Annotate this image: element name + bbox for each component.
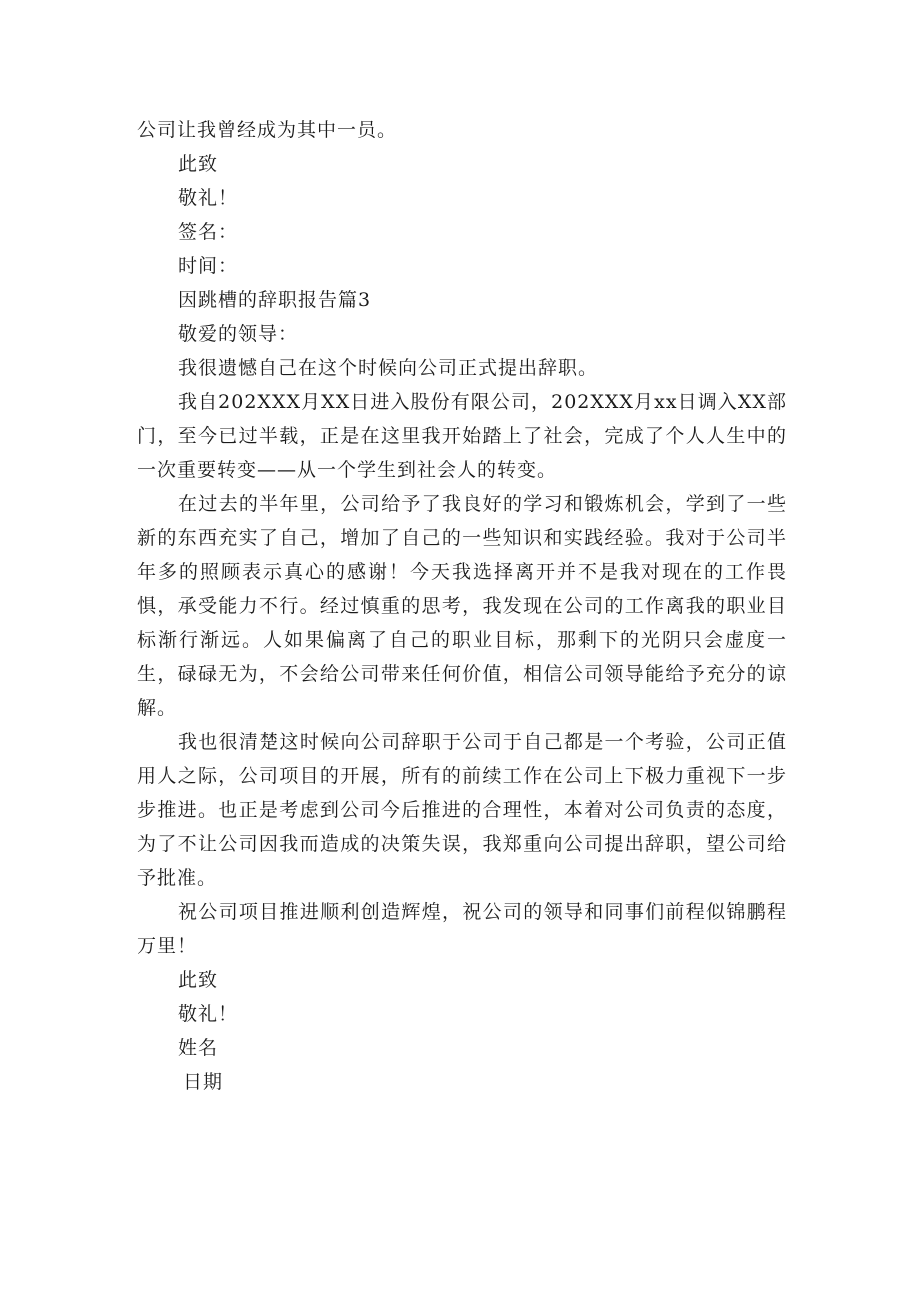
paragraph-4: 我也很清楚这时候向公司辞职于公司于自己都是一个考验，公司正值用人之际，公司项目的开展，所有的前续工作在公司上下极力重视下一步步推进。也正是考虑到公司今后推进的合理性，本着对公司负责的态度，为了不让公司因我而造成的决策失误，我郑重向公司提出辞职，望公司给予批准。 xyxy=(137,731,787,889)
closing-line: 此致 xyxy=(178,153,219,175)
time-line: 时间： xyxy=(178,255,239,277)
paragraph-1: 我很遗憾自己在这个时候向公司正式提出辞职。 xyxy=(178,357,599,379)
name-line: 姓名 xyxy=(178,1037,219,1059)
regards-line-2: 敬礼！ xyxy=(178,1003,239,1025)
salutation: 敬爱的领导： xyxy=(178,323,299,345)
document-body xyxy=(137,113,787,1099)
paragraph-3: 在过去的半年里，公司给予了我良好的学习和锻炼机会，学到了一些新的东西充实了自己，增加了自己的一些知识和实践经验。我对于公司半年多的照顾表示真心的感谢！今天我选择离开并不是我对现在的工作畏惧，承受能力不行。经过慎重的思考，我发现在公司的工作离我的职业目标渐行渐远。人如果偏离了自己的职业目标，那剩下的光阴只会虚度一生，碌碌无为，不会给公司带来任何价值，相信公司领导能给予充分的谅解。 xyxy=(137,493,787,719)
closing-line-2: 此致 xyxy=(178,969,219,991)
paragraph-2: 我自202XXX月XX日进入股份有限公司，202XXX月xx日调入XX部门，至今已过半载，正是在这里我开始踏上了社会，完成了个人人生中的一次重要转变——从一个学生到社会人的转变。 xyxy=(137,391,787,481)
regards-line: 敬礼！ xyxy=(178,187,239,209)
section-title: 因跳槽的辞职报告篇3 xyxy=(178,289,372,311)
date-line: 日期 xyxy=(183,1071,224,1093)
carryover-line: 公司让我曾经成为其中一员。 xyxy=(137,119,398,141)
paragraph-5: 祝公司项目推进顺利创造辉煌，祝公司的领导和同事们前程似锦鹏程万里！ xyxy=(137,901,787,957)
signature-line: 签名： xyxy=(178,221,239,243)
